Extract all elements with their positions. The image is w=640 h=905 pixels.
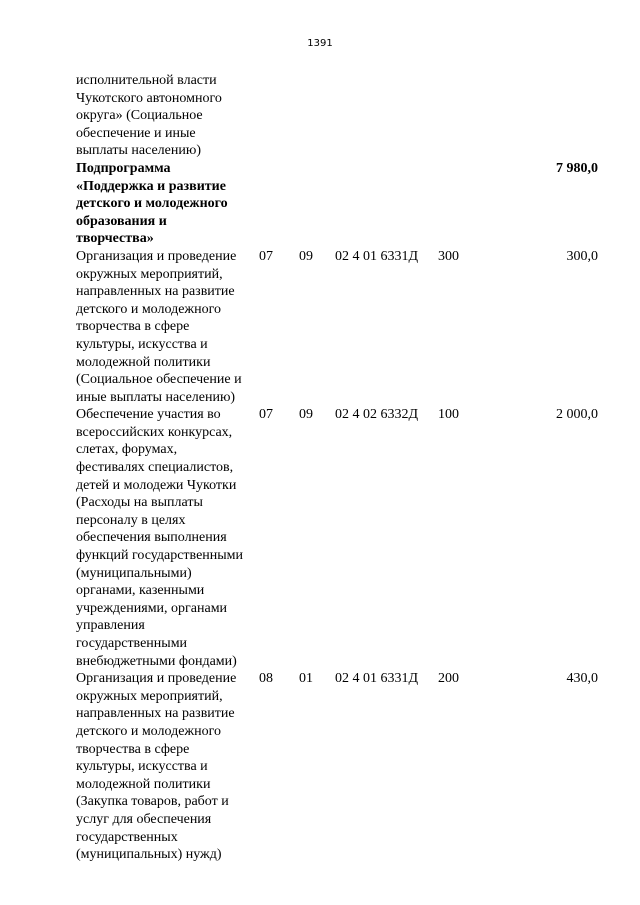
row-name-line: обеспечение и иные xyxy=(76,125,196,141)
row-name-line: творчества» xyxy=(76,231,154,247)
row-name-line: исполнительной власти xyxy=(76,73,217,88)
section-code: 07 xyxy=(259,248,273,264)
row-name xyxy=(76,72,259,160)
row-name-line: Обеспечение участия во xyxy=(76,407,221,423)
table-row xyxy=(76,72,598,160)
row-name-line: окружных мероприятий, xyxy=(76,266,223,282)
row-name-line: выплаты населению) xyxy=(76,143,201,159)
row-name-line: государственных xyxy=(76,829,178,845)
budget-table xyxy=(76,72,598,864)
target-article-code: 02 4 02 6332Д xyxy=(335,407,419,423)
row-name-line: Подпрограмма xyxy=(76,160,171,176)
expense-type-code: 300 xyxy=(438,248,459,264)
row-name xyxy=(76,406,259,670)
row-name-line: органами, казенными xyxy=(76,583,205,599)
amount: 430,0 xyxy=(566,671,598,687)
row-name-line: функций государственными xyxy=(76,548,244,564)
table-row xyxy=(76,670,598,864)
target-article-code: 02 4 01 6331Д xyxy=(335,671,419,687)
row-name-line: (Социальное обеспечение и xyxy=(76,372,242,388)
row-name-line: персоналу в целях xyxy=(76,512,186,528)
row-name-line: творчества в сфере xyxy=(76,319,190,335)
section-code: 08 xyxy=(259,671,273,687)
row-name-line: Организация и проведение xyxy=(76,671,237,687)
subsection-code: 01 xyxy=(299,671,313,687)
row-name-line: внебюджетными фондами) xyxy=(76,653,237,669)
row-name-line: детского и молодежного xyxy=(76,723,221,739)
expense-type-code: 200 xyxy=(438,671,459,687)
row-name-line: культуры, искусства и xyxy=(76,336,208,352)
row-name-line: иные выплаты населению) xyxy=(76,389,236,405)
row-name-line: культуры, искусства и xyxy=(76,759,208,775)
row-name-line: окружных мероприятий, xyxy=(76,688,223,704)
row-name-line: детского и молодежного xyxy=(76,196,228,212)
row-name-line: учреждениями, органами xyxy=(76,600,228,616)
row-name xyxy=(76,160,259,248)
row-name-line: (Закупка товаров, работ и xyxy=(76,794,229,810)
subsection-code: 09 xyxy=(299,248,313,264)
row-name-line: направленных на развитие xyxy=(76,284,235,300)
target-article-code: 02 4 01 6331Д xyxy=(335,248,419,264)
row-name-line: Чукотского автономного xyxy=(76,90,222,106)
row-name-line: (муниципальными) xyxy=(76,565,192,581)
row-name-line: направленных на развитие xyxy=(76,706,235,722)
row-name-line: (Расходы на выплаты xyxy=(76,495,203,511)
row-name-line: «Поддержка и развитие xyxy=(76,178,226,194)
row-name-line: молодежной политики xyxy=(76,354,211,370)
row-name-line: управления xyxy=(76,618,145,634)
table-row xyxy=(76,160,598,248)
row-name-line: молодежной политики xyxy=(76,776,211,792)
row-name-line: слетах, форумах, xyxy=(76,442,178,458)
row-name-line: всероссийских конкурсах, xyxy=(76,424,233,440)
amount: 300,0 xyxy=(566,248,598,264)
row-name-line: Организация и проведение xyxy=(76,248,237,264)
section-code: 07 xyxy=(259,407,273,423)
row-name-line: (муниципальных) нужд) xyxy=(76,847,222,863)
expense-type-code: 100 xyxy=(438,407,459,423)
row-name xyxy=(76,248,259,406)
subsection-code: 09 xyxy=(299,407,313,423)
row-name-line: детского и молодежного xyxy=(76,301,221,317)
row-name-line: детей и молодежи Чукотки xyxy=(76,477,237,493)
row-name-line: обеспечения выполнения xyxy=(76,530,227,546)
table-row xyxy=(76,248,598,406)
row-name-line: округа» (Социальное xyxy=(76,108,203,124)
row-name-line: фестивалях специалистов, xyxy=(76,460,234,476)
table-row xyxy=(76,406,598,670)
row-name-line: образования и xyxy=(76,213,167,229)
amount: 2 000,0 xyxy=(556,407,598,423)
row-name-line: государственными xyxy=(76,636,188,651)
amount: 7 980,0 xyxy=(556,160,598,176)
row-name-line: услуг для обеспечения xyxy=(76,811,212,827)
row-name-line: творчества в сфере xyxy=(76,741,190,757)
row-name xyxy=(76,670,259,864)
page-number: 1391 xyxy=(307,38,333,49)
